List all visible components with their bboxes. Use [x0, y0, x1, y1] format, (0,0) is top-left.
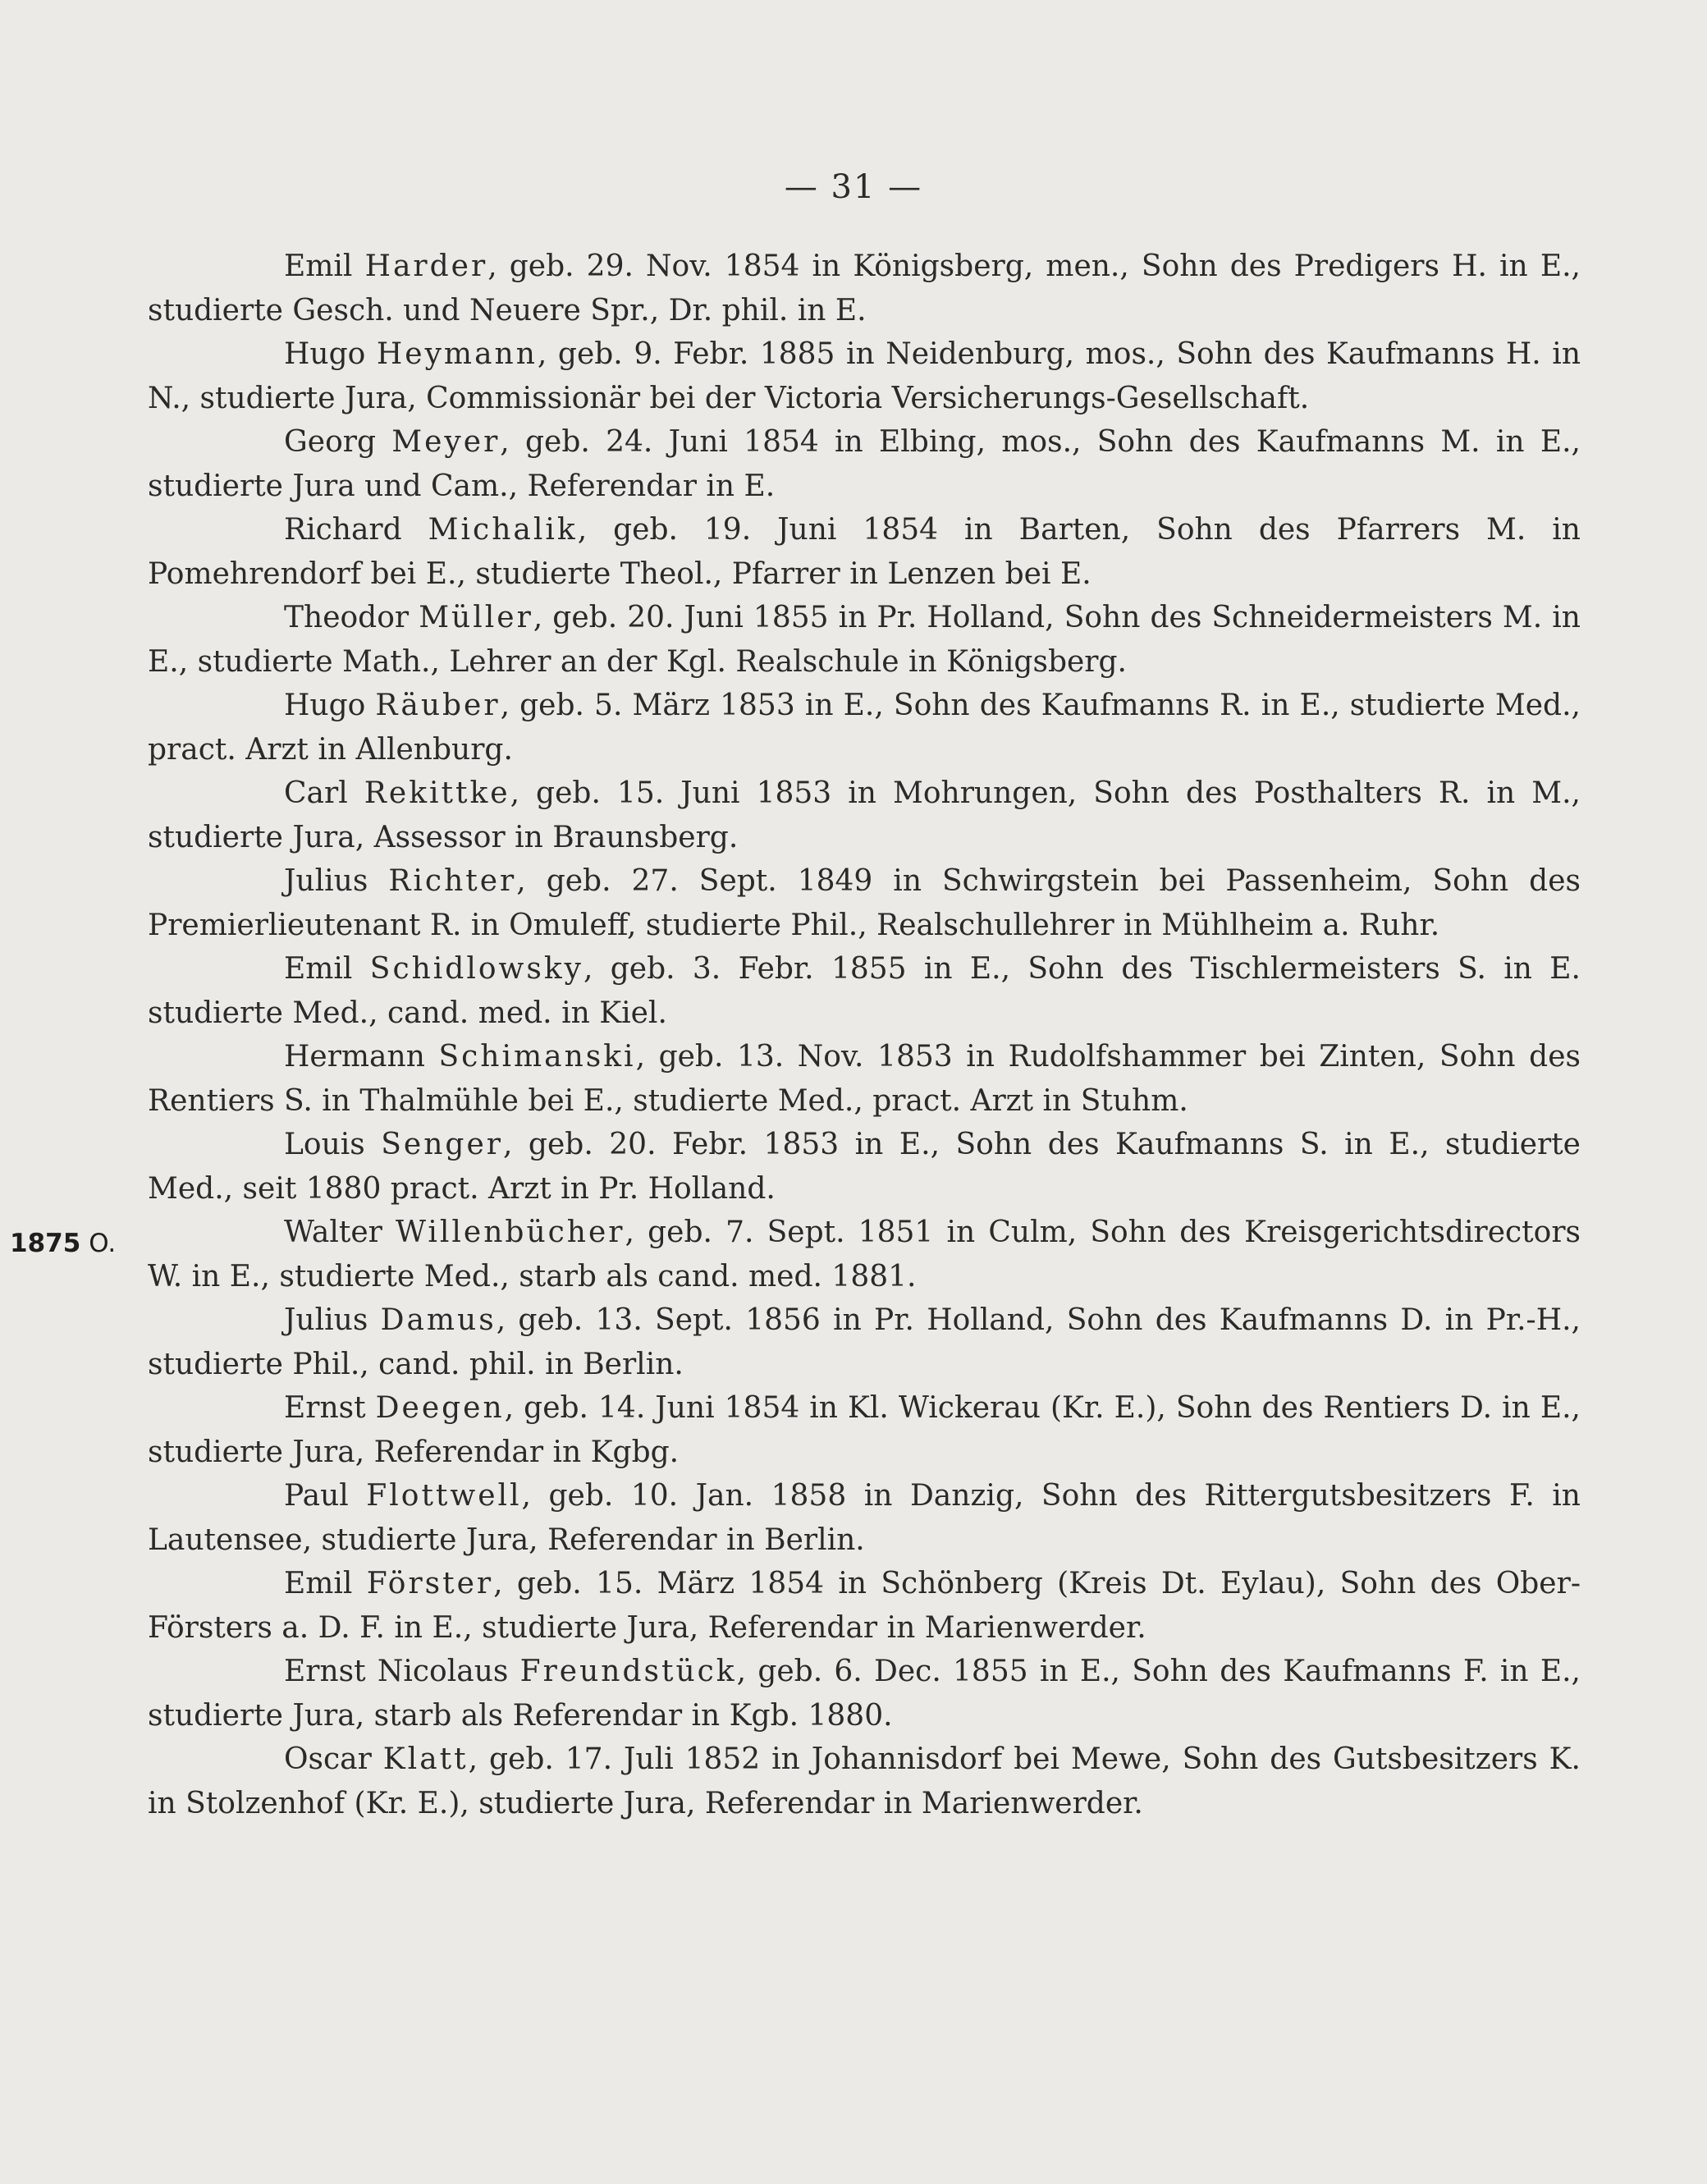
biography-entry — [148, 245, 1581, 332]
entry-details: , geb. 13. Sept. 1856 in Pr. Holland, Sohn des Kaufmanns D. in Pr.-H., studierte Phil., cand. phil. in Berlin. — [148, 1303, 1581, 1381]
given-name: Emil — [284, 952, 353, 986]
given-name: Hugo — [284, 337, 366, 371]
biography-entry — [148, 947, 1581, 1035]
entry-details: , geb. 27. Sept. 1849 in Schwirgstein bei Passenheim, Sohn des Premierlieutenant R. in Omuleff, studierte Phil., Realschullehrer in Mühlheim a. Ruhr. — [148, 864, 1581, 942]
entry-details: , geb. 20. Juni 1855 in Pr. Holland, Sohn des Schneidermeisters M. in E., studierte Math., Lehrer an der Kgl. Realschule in Königsberg. — [148, 601, 1581, 679]
given-name: Louis — [284, 1128, 365, 1161]
surname: Klatt — [382, 1742, 469, 1776]
surname: Müller — [419, 601, 533, 634]
given-name: Paul — [284, 1479, 349, 1513]
entry-details: , geb. 15. März 1854 in Schönberg (Kreis Dt. Eylau), Sohn des Ober-Försters a. D. F. in E., studierte Jura, Referendar in Marienwerder. — [148, 1567, 1581, 1645]
entry-details: , geb. 6. Dec. 1855 in E., Sohn des Kaufmanns F. in E., studierte Jura, starb als Referendar in Kgb. 1880. — [148, 1655, 1581, 1733]
entry-details: , geb. 20. Febr. 1853 in E., Sohn des Kaufmanns S. in E., studierte Med., seit 1880 pract. Arzt in Pr. Holland. — [148, 1128, 1581, 1206]
entry-details: , geb. 9. Febr. 1885 in Neidenburg, mos., Sohn des Kaufmanns H. in N., studierte Jura, Commissionär bei der Victoria Versicherungs-Gesellschaft. — [148, 337, 1581, 415]
surname: Harder — [364, 250, 488, 283]
biography-entry — [148, 1035, 1581, 1123]
given-name: Richard — [284, 513, 402, 547]
given-name: Theodor — [284, 601, 410, 634]
biography-entry — [148, 508, 1581, 596]
surname: Meyer — [391, 425, 501, 459]
entry-details: , geb. 7. Sept. 1851 in Culm, Sohn des Kreisgerichtsdirectors W. in E., studierte Med., starb als cand. med. 1881. — [148, 1216, 1581, 1293]
biography-entry — [148, 420, 1581, 508]
given-name: Walter — [284, 1216, 382, 1249]
entry-details: , geb. 3. Febr. 1855 in E., Sohn des Tischlermeisters S. in E. studierte Med., cand. med. in Kiel. — [148, 952, 1581, 1030]
biography-entry — [148, 1474, 1581, 1562]
entry-details: , geb. 15. Juni 1853 in Mohrungen, Sohn des Posthalters R. in M., studierte Jura, Assessor in Braunsberg. — [148, 776, 1581, 854]
surname: Flottwell — [366, 1479, 522, 1513]
biography-entry — [148, 596, 1581, 684]
biography-entry — [148, 1650, 1581, 1738]
surname: Damus — [380, 1303, 497, 1337]
given-name: Hermann — [284, 1040, 425, 1074]
surname: Deegen — [375, 1391, 505, 1425]
margin-note-year: 1875 — [10, 1229, 81, 1258]
surname: Schimanski — [438, 1040, 636, 1074]
biography-entry — [148, 1298, 1581, 1386]
surname: Senger — [381, 1128, 503, 1161]
surname: Michalik — [428, 513, 578, 547]
biography-list — [148, 245, 1581, 1825]
entry-details: , geb. 29. Nov. 1854 in Königsberg, men., Sohn des Predigers H. in E., studierte Gesch. und Neuere Spr., Dr. phil. in E. — [148, 250, 1581, 327]
given-name: Emil — [284, 250, 353, 283]
entry-details: , geb. 19. Juni 1854 in Barten, Sohn des Pfarrers M. in Pomehrendorf bei E., studierte Theol., Pfarrer in Lenzen bei E. — [148, 513, 1581, 591]
surname: Freundstück — [519, 1655, 737, 1688]
given-name: Oscar — [284, 1742, 372, 1776]
entry-details: , geb. 5. März 1853 in E., Sohn des Kaufmanns R. in E., studierte Med., pract. Arzt in Allenburg. — [148, 689, 1581, 767]
surname: Heymann — [376, 337, 538, 371]
surname: Rekittke — [364, 776, 510, 810]
surname: Richter — [388, 864, 517, 898]
entry-details: , geb. 13. Nov. 1853 in Rudolfshammer bei Zinten, Sohn des Rentiers S. in Thalmühle bei E., studierte Med., pract. Arzt in Stuhm. — [148, 1040, 1581, 1118]
given-name: Julius — [284, 1303, 368, 1337]
biography-entry — [148, 859, 1581, 947]
biography-entry — [148, 1738, 1581, 1825]
given-name: Ernst — [284, 1391, 366, 1425]
biography-entry — [148, 332, 1581, 420]
surname: Förster — [366, 1567, 494, 1600]
biography-entry — [148, 1123, 1581, 1211]
biography-entry — [148, 1386, 1581, 1474]
margin-note — [10, 1229, 116, 1258]
entry-details: , geb. 14. Juni 1854 in Kl. Wickerau (Kr. E.), Sohn des Rentiers D. in E., studierte Jura, Referendar in Kgbg. — [148, 1391, 1581, 1469]
given-name: Ernst Nicolaus — [284, 1655, 509, 1688]
given-name: Julius — [284, 864, 368, 898]
entry-details: , geb. 10. Jan. 1858 in Danzig, Sohn des Rittergutsbesitzers F. in Lautensee, studierte Jura, Referendar in Berlin. — [148, 1479, 1581, 1557]
biography-entry — [148, 771, 1581, 859]
biography-entry — [148, 684, 1581, 771]
surname: Schidlowsky — [369, 952, 583, 986]
entry-details: , geb. 24. Juni 1854 in Elbing, mos., Sohn des Kaufmanns M. in E., studierte Jura und Cam., Referendar in E. — [148, 425, 1581, 503]
entry-details: , geb. 17. Juli 1852 in Johannisdorf bei Mewe, Sohn des Gutsbesitzers K. in Stolzenhof (Kr. E.), studierte Jura, Referendar in Marienwerder. — [148, 1742, 1581, 1820]
surname: Willenbücher — [396, 1216, 625, 1249]
given-name: Hugo — [284, 689, 366, 722]
biography-entry — [148, 1211, 1581, 1298]
given-name: Carl — [284, 776, 348, 810]
page-number: — 31 — — [784, 168, 923, 206]
given-name: Georg — [284, 425, 376, 459]
biography-entry — [148, 1562, 1581, 1650]
margin-note-term: O. — [89, 1229, 117, 1258]
surname: Räuber — [375, 689, 501, 722]
given-name: Emil — [284, 1567, 353, 1600]
